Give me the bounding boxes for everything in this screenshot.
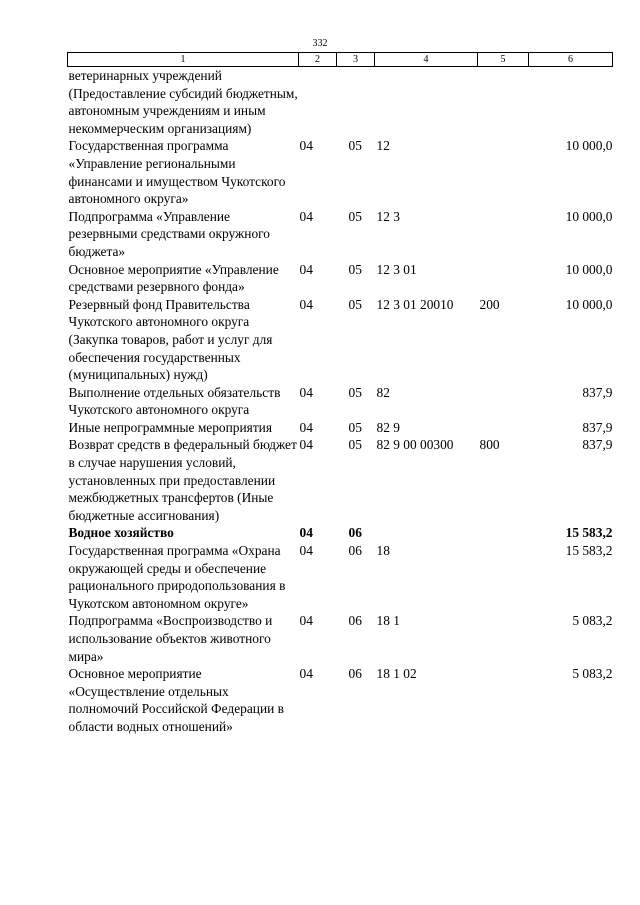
column-number-row: [68, 53, 613, 67]
subsection-code-cell: 05: [348, 296, 362, 312]
subsection-code-cell: 05: [348, 384, 362, 400]
section-code-cell: 04: [299, 525, 313, 541]
table-row: [68, 261, 613, 296]
amount-cell: 837,9: [582, 384, 613, 400]
row-name-cell: Государственная программа «Охрана окружающей среды и обеспечение рационального природопользования в Чукотском автономном округе»: [68, 543, 286, 611]
column-header-2: 2: [299, 53, 337, 67]
table-row: [68, 612, 613, 665]
subsection-code-cell: 06: [348, 666, 362, 682]
target-article-cell: 82 9: [376, 419, 400, 435]
target-article-cell: 18: [376, 543, 390, 559]
table-row: [68, 296, 613, 384]
subsection-code-cell: 05: [348, 437, 362, 453]
column-header-5: 5: [478, 53, 529, 67]
target-article-cell: 82 9 00 00300: [376, 437, 454, 453]
table-row: [68, 208, 613, 261]
table-row: [68, 524, 613, 542]
target-article-cell: 12: [376, 138, 390, 154]
row-name-cell: Основное мероприятие «Осуществление отдельных полномочий Российской Федерации в области водных отношений»: [68, 666, 284, 734]
subsection-code-cell: 06: [348, 613, 362, 629]
target-article-cell: 18 1: [376, 613, 400, 629]
page-number: 332: [312, 38, 328, 49]
row-name-cell: Основное мероприятие «Управление средствами резервного фонда»: [68, 261, 279, 295]
column-header-6: 6: [529, 53, 613, 67]
amount-cell: 10 000,0: [565, 296, 613, 312]
section-code-cell: 04: [299, 384, 313, 400]
row-name-cell: ветеринарных учреждений (Предоставление субсидий бюджетным, автономным учреждениям и иным некоммерческим организациям): [68, 68, 298, 136]
expense-type-cell: [478, 612, 529, 665]
subsection-code-cell: 05: [348, 419, 362, 435]
expense-type-cell: [478, 208, 529, 261]
table-row: [68, 436, 613, 524]
subsection-code-cell: 06: [348, 525, 362, 541]
amount-cell: 5 083,2: [572, 666, 613, 682]
subsection-code-cell: 05: [348, 138, 362, 154]
target-article-cell: 12 3 01 20010: [376, 296, 454, 312]
table-row: [68, 67, 613, 138]
row-name-cell: Возврат средств в федеральный бюджет в случае нарушения условий, установленных при предоставлении межбюджетных трансфертов (Иные бюджетные ассигнования): [68, 437, 297, 523]
row-name-cell: Государственная программа «Управление региональными финансами и имуществом Чукотского автономного округа»: [68, 138, 286, 207]
expense-type-cell: 200: [479, 296, 500, 312]
expense-type-cell: [478, 524, 529, 542]
section-code-cell: 04: [299, 208, 313, 224]
section-code-cell: 04: [299, 138, 313, 154]
expense-type-cell: [478, 384, 529, 419]
section-code-cell: 04: [299, 419, 313, 435]
expense-type-cell: [478, 542, 529, 612]
expense-type-cell: [478, 419, 529, 437]
amount-cell: 837,9: [582, 437, 613, 453]
subsection-code-cell: 06: [348, 543, 362, 559]
row-name-cell: Подпрограмма «Воспроизводство и использование объектов животного мира»: [68, 613, 273, 664]
target-article-cell: 82: [376, 384, 390, 400]
target-article-cell: [375, 524, 478, 542]
table-row: [68, 542, 613, 612]
amount-cell: 10 000,0: [565, 261, 613, 277]
amount-cell: 15 583,2: [565, 543, 613, 559]
section-code-cell: 04: [299, 261, 313, 277]
row-name-cell: Подпрограмма «Управление резервными средствами окружного бюджета»: [68, 208, 270, 259]
expense-type-cell: [478, 665, 529, 735]
expense-type-cell: [478, 261, 529, 296]
target-article-cell: 18 1 02: [376, 666, 417, 682]
amount-cell: 837,9: [582, 419, 613, 435]
expense-type-cell: [478, 137, 529, 207]
section-code-cell: 04: [299, 296, 313, 312]
table-row: [68, 137, 613, 207]
column-header-4: 4: [375, 53, 478, 67]
amount-cell: 10 000,0: [565, 138, 613, 154]
column-header-1: 1: [68, 53, 299, 67]
table-row: [68, 419, 613, 437]
expense-type-cell: 800: [479, 437, 500, 453]
amount-cell: [529, 67, 613, 138]
target-article-cell: [375, 67, 478, 138]
subsection-code-cell: 05: [348, 261, 362, 277]
target-article-cell: 12 3 01: [376, 261, 417, 277]
table-row: [68, 665, 613, 735]
row-name-cell: Выполнение отдельных обязательств Чукотского автономного округа: [68, 384, 281, 418]
amount-cell: 5 083,2: [572, 613, 613, 629]
row-name-cell: Водное хозяйство: [68, 525, 174, 541]
table-row: [68, 384, 613, 419]
section-code-cell: 04: [299, 543, 313, 559]
expense-type-cell: [478, 67, 529, 138]
subsection-code-cell: 05: [348, 208, 362, 224]
section-code-cell: 04: [299, 613, 313, 629]
column-header-3: 3: [337, 53, 375, 67]
subsection-code-cell: [337, 67, 375, 138]
amount-cell: 10 000,0: [565, 208, 613, 224]
section-code-cell: 04: [299, 666, 313, 682]
row-name-cell: Иные непрограммные мероприятия: [68, 419, 272, 435]
target-article-cell: 12 3: [376, 208, 400, 224]
row-name-cell: Резервный фонд Правительства Чукотского автономного округа (Закупка товаров, работ и услуг для обеспечения государственных (муниципальных) нужд): [68, 296, 273, 383]
budget-table: [67, 52, 613, 736]
section-code-cell: 04: [299, 437, 313, 453]
amount-cell: 15 583,2: [565, 525, 613, 541]
section-code-cell: [299, 67, 337, 138]
table-body: [68, 67, 613, 736]
